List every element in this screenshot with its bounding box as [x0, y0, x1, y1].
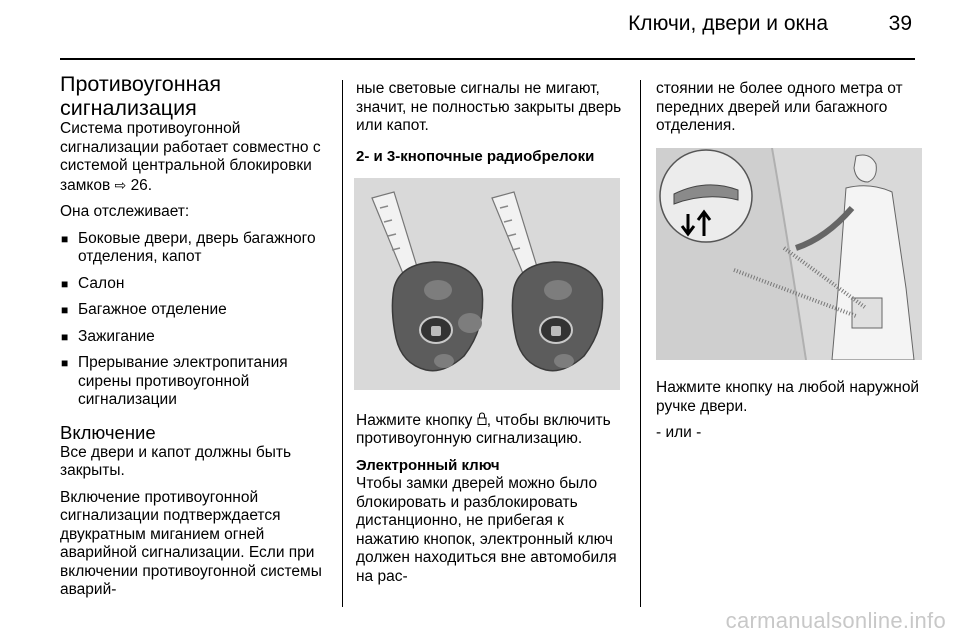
monitored-list	[60, 230, 330, 410]
electronic-key-heading: Электронный ключ	[356, 456, 500, 474]
list-item: ■ Салон	[60, 275, 330, 294]
list-item: ■ Боковые двери, дверь багажного отделения, капот	[60, 230, 330, 267]
remote-keys-illustration	[354, 178, 620, 390]
electronic-key-paragraph: Чтобы замки дверей можно было блокировать и разблокировать дистанционно, не прибегая к нажатию кнопок, электронный ключ должен находиться вне автомобиля на рас-	[356, 475, 617, 585]
list-item: ■ Багажное отделение	[60, 301, 330, 320]
activation-paragraph-1: Все двери и капот должны быть закрыты.	[60, 443, 292, 479]
column-3	[656, 80, 922, 451]
press-button-paragraph	[356, 412, 628, 449]
section-heading-alarm: Противоугонная сигнализация	[60, 72, 222, 120]
press-text-before: Нажмите кнопку	[356, 411, 473, 429]
page-reference-arrow-icon: ⇨	[114, 176, 127, 193]
column-2	[356, 80, 628, 594]
monitors-label: Она отслеживает:	[60, 203, 190, 220]
column-divider-left	[342, 80, 343, 607]
remote-keys-heading: 2- и 3-кнопочные радиобрелоки	[356, 147, 595, 165]
column-1	[60, 72, 330, 608]
intro-text: Система противоугонной сигнализации работает совместно с системой центральной блокировки замков	[60, 120, 321, 194]
running-header-title: Ключи, двери и окна	[628, 12, 828, 35]
activation-paragraph-2: Включение противоугонной сигнализации подтверждается двукратным миганием огней аварийной сигнализации. Если при включении противоугонной системы аварий-	[60, 488, 322, 598]
list-item: ■ Зажигание	[60, 328, 330, 347]
door-handle-illustration	[656, 148, 922, 360]
page-number: 39	[888, 12, 912, 35]
lock-icon	[477, 412, 487, 431]
intro-page-ref: 26.	[130, 176, 153, 194]
or-separator: - или -	[656, 424, 702, 441]
press-text-after: , чтобы включить противоугонную сигнализацию.	[356, 411, 611, 447]
door-handle-paragraph: Нажмите кнопку на любой наружной ручке двери.	[656, 379, 920, 415]
list-item: ■ Прерывание электропитания сирены противоугонной сигнализации	[60, 354, 330, 410]
intro-paragraph	[60, 120, 330, 195]
column-divider-right	[640, 80, 641, 607]
watermark: carmanualsonline.info	[725, 608, 946, 633]
continuation-paragraph: ные световые сигналы не мигают, значит, не полностью закрыты дверь или капот.	[356, 80, 622, 134]
section-heading-activation: Включение	[60, 421, 156, 443]
distance-paragraph: стоянии не более одного метра от передних дверей или багажного отделения.	[656, 80, 903, 134]
header-divider	[60, 58, 915, 60]
